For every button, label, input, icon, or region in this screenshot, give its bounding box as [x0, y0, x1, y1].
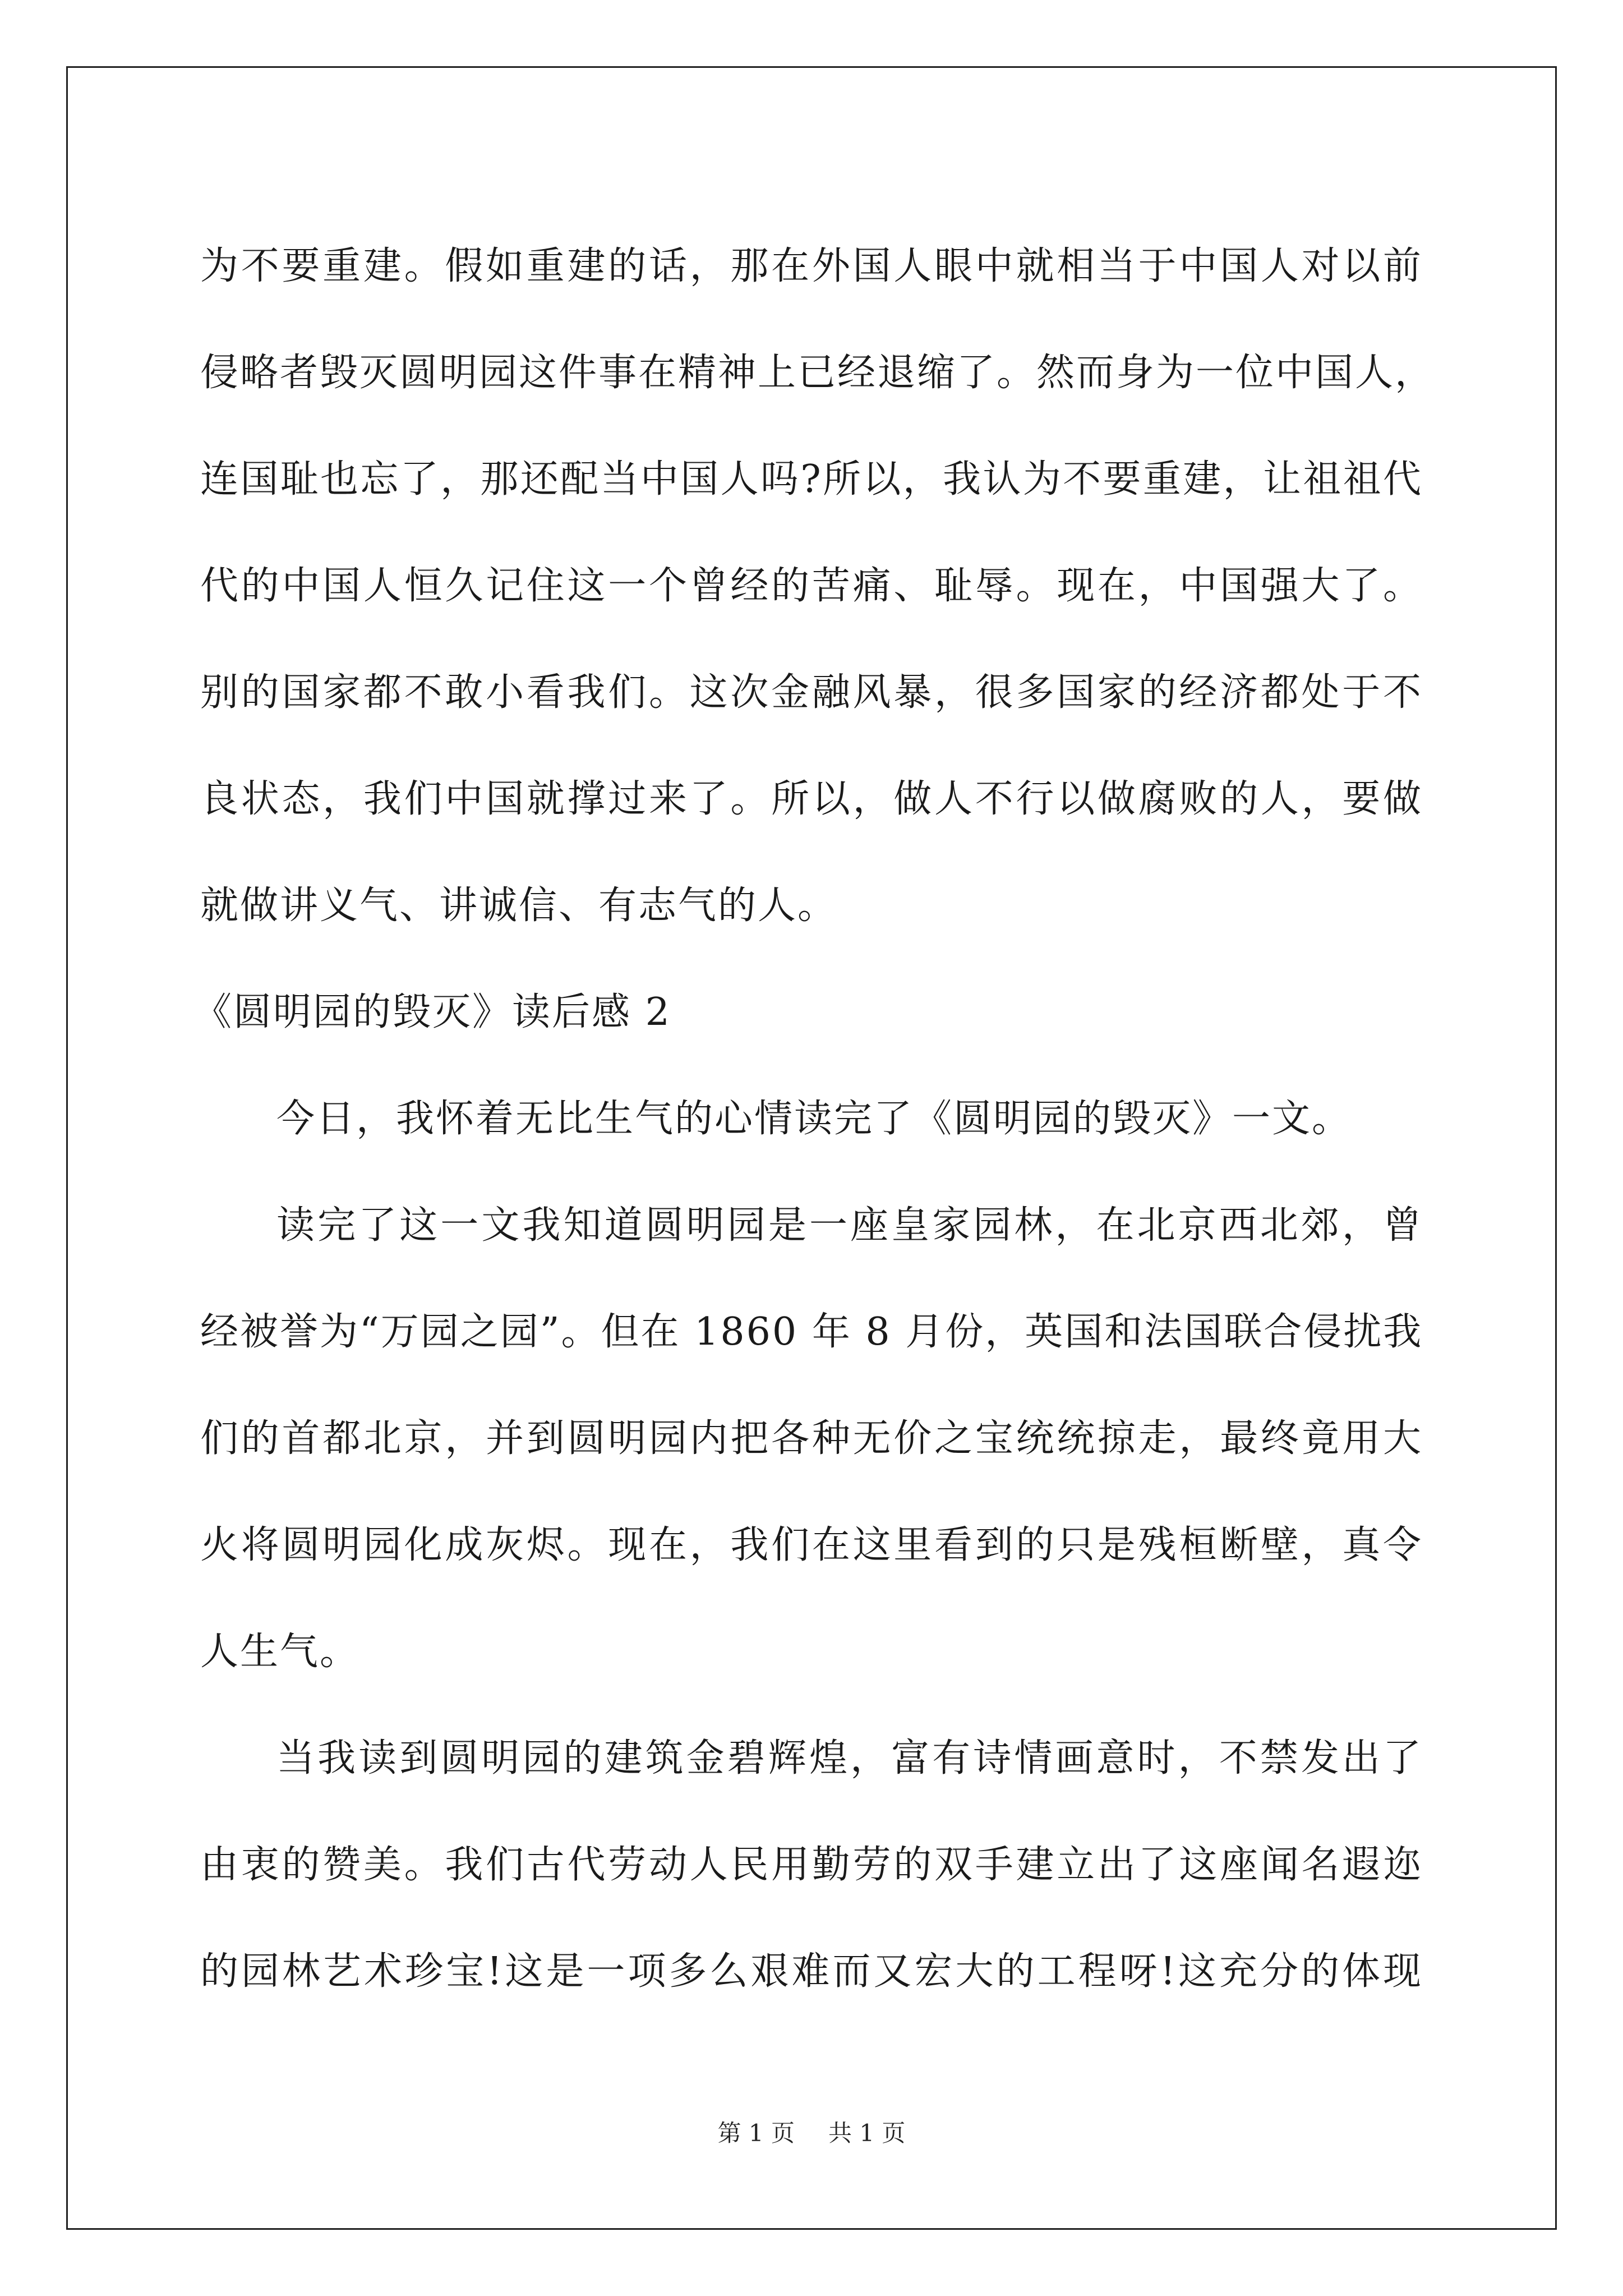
page-total: 共 1 页: [828, 2119, 906, 2147]
text-line: 良状态，我们中国就撑过来了。所以，做人不行以做腐败的人，要做: [200, 777, 1423, 821]
text-line: 经被誉为“万园之园”。但在 1860 年 8 月份，英国和法国联合侵扰我: [200, 1310, 1423, 1354]
text-line: 火将圆明园化成灰烬。现在，我们在这里看到的只是残桓断壁，真令: [200, 1523, 1423, 1567]
text-line: 人生气。: [200, 1630, 360, 1674]
text-line: 为不要重建。假如重建的话，那在外国人眼中就相当于中国人对以前: [200, 244, 1423, 288]
text-line: 们的首都北京，并到圆明园内把各种无价之宝统统掠走，最终竟用大: [200, 1416, 1423, 1461]
text-line: 别的国家都不敢小看我们。这次金融风暴，很多国家的经济都处于不: [200, 670, 1423, 715]
text-line: 连国耻也忘了，那还配当中国人吗?所以，我认为不要重建，让祖祖代: [200, 457, 1423, 501]
text-line: 读完了这一文我知道圆明园是一座皇家园林，在北京西北郊，曾: [276, 1203, 1423, 1248]
text-line: 代的中国人恒久记住这一个曾经的苦痛、耻辱。现在，中国强大了。: [200, 564, 1423, 608]
text-line: 由衷的赞美。我们古代劳动人民用勤劳的双手建立出了这座闻名遐迩: [200, 1843, 1423, 1887]
text-line: 今日，我怀着无比生气的心情读完了《圆明园的毁灭》一文。: [276, 1097, 1352, 1141]
document-body: [193, 213, 1435, 2025]
text-line: 侵略者毁灭圆明园这件事在精神上已经退缩了。然而身为一位中国人，: [200, 351, 1435, 395]
text-line: 就做讲义气、讲诚信、有志气的人。: [200, 884, 838, 928]
page-number: 第 1 页: [717, 2119, 795, 2147]
section-heading: 《圆明园的毁灭》读后感 2: [193, 990, 671, 1034]
page-footer: [0, 2115, 1623, 2148]
text-line: 的园林艺术珍宝!这是一项多么艰难而又宏大的工程呀!这充分的体现: [200, 1949, 1423, 1994]
text-line: 当我读到圆明园的建筑金碧辉煌，富有诗情画意时，不禁发出了: [276, 1736, 1423, 1780]
